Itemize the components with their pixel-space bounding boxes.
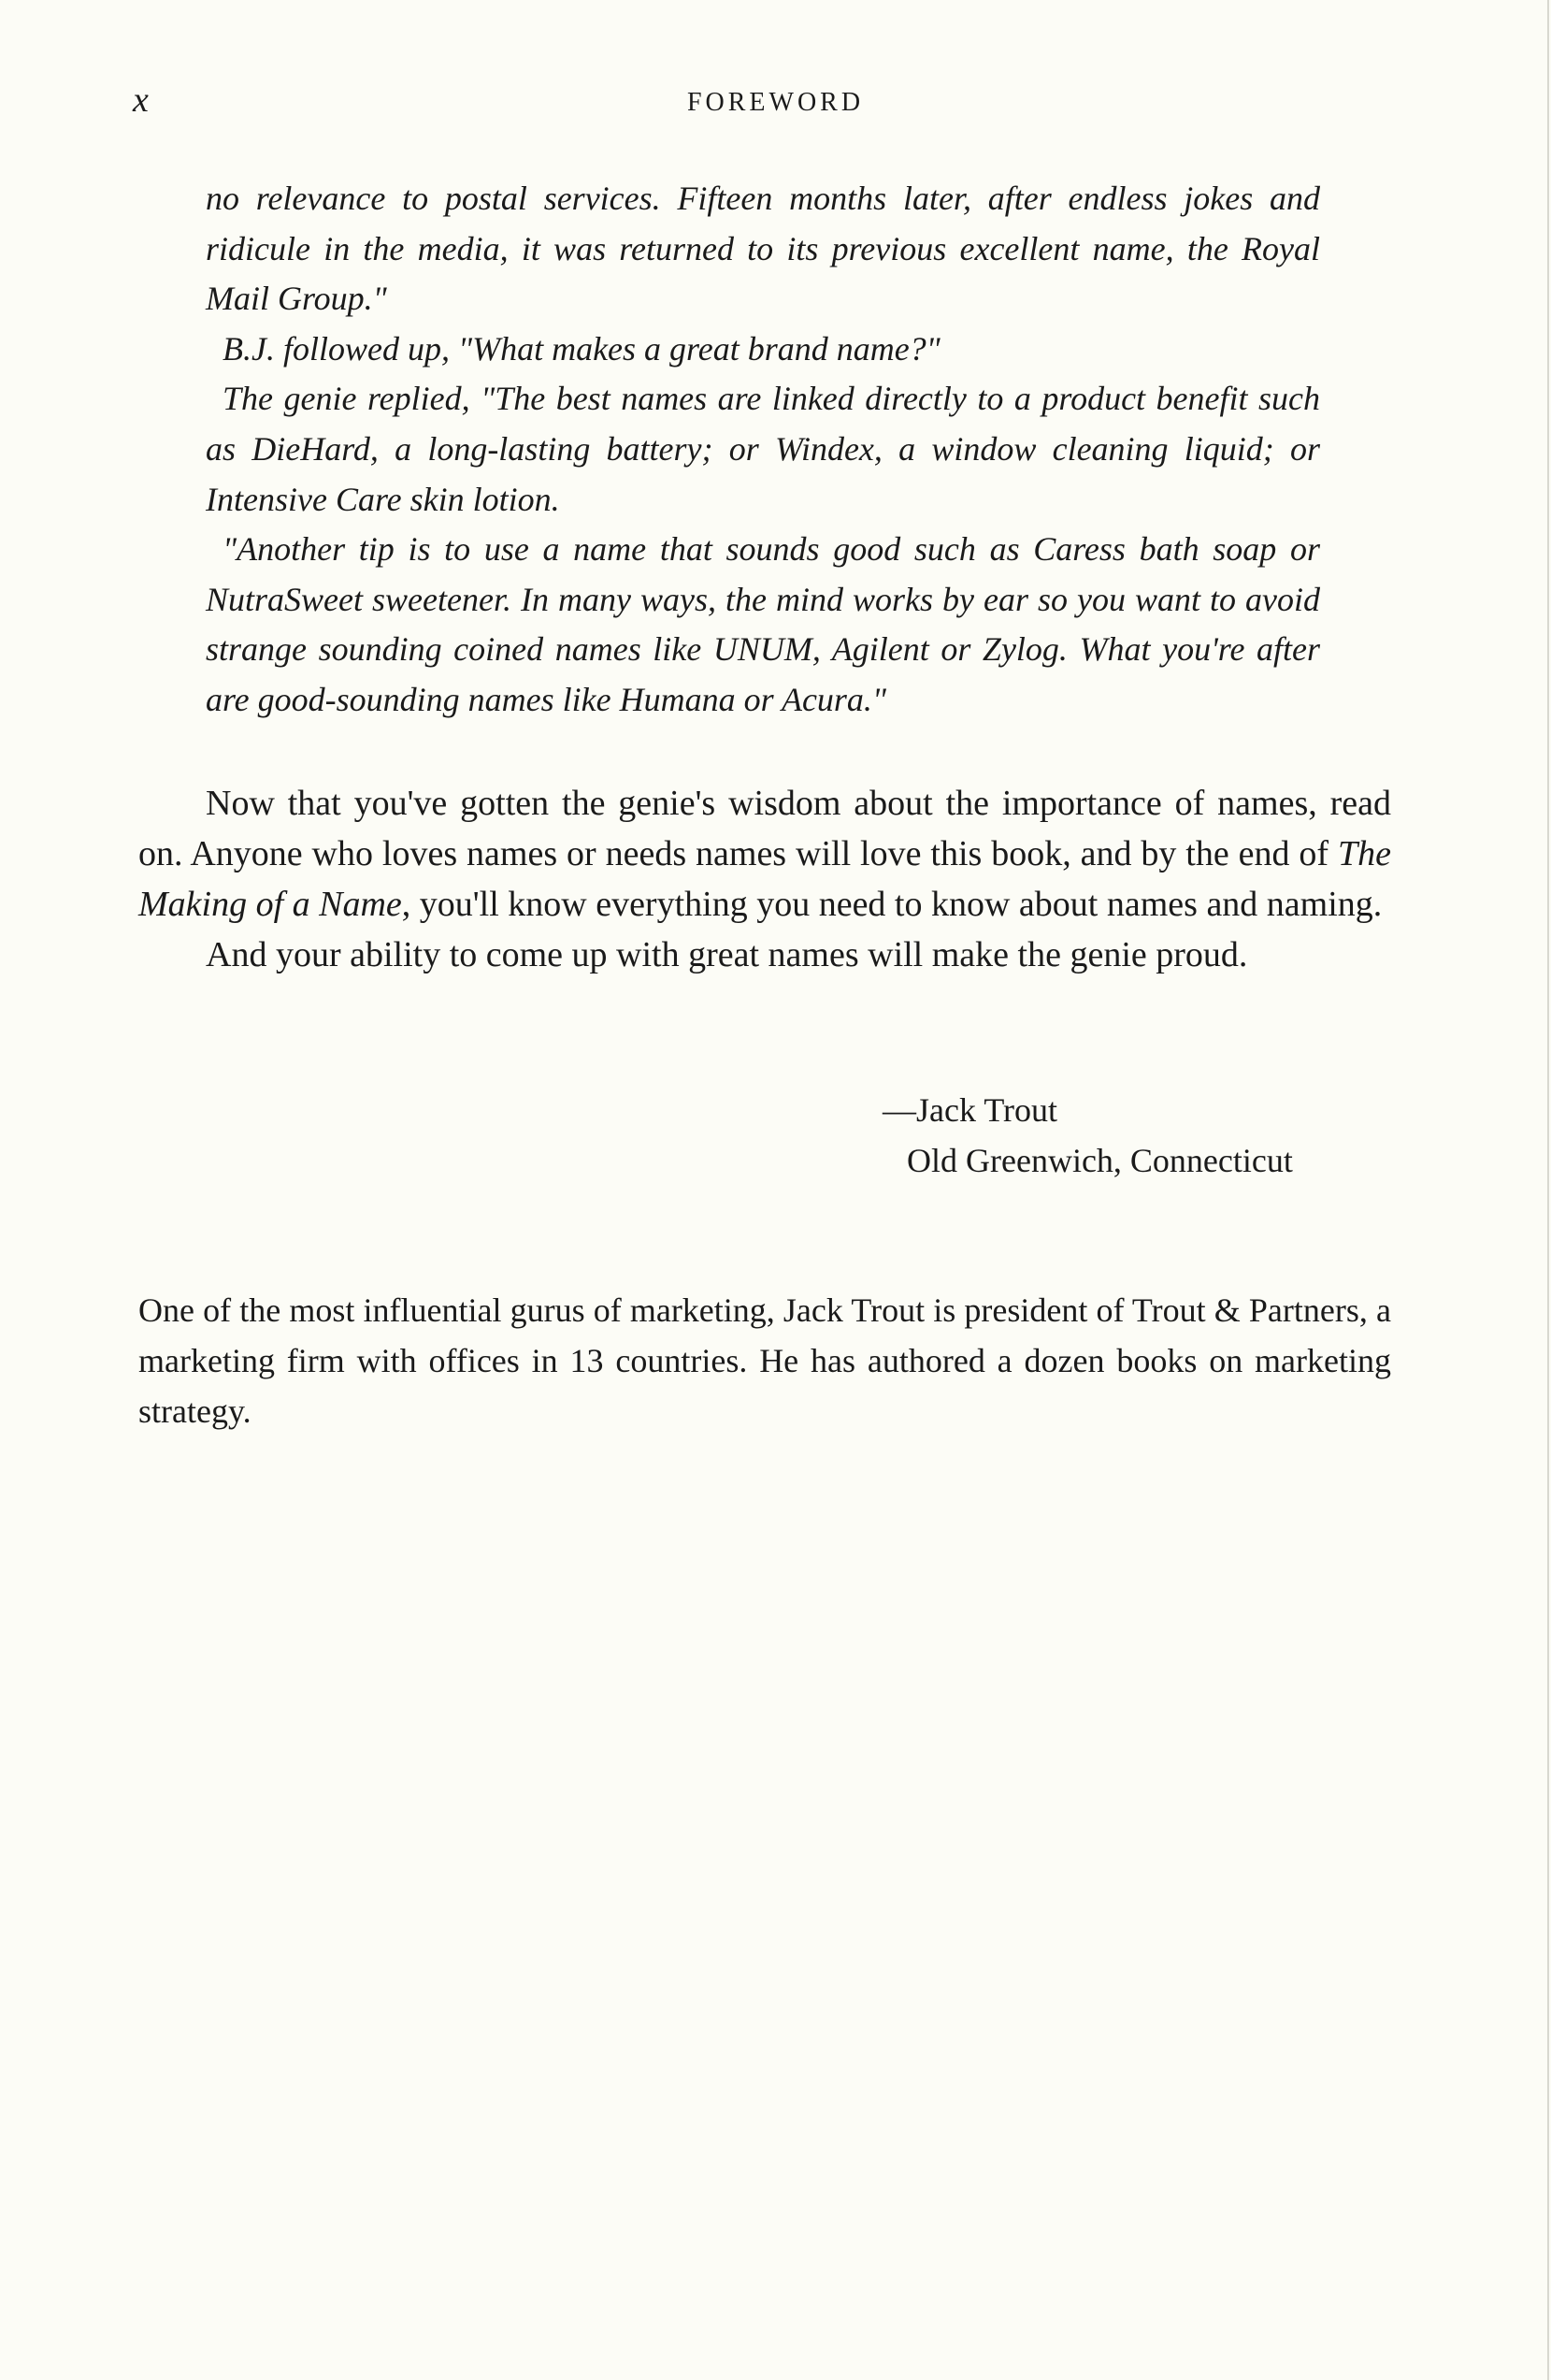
body-paragraph: And your ability to come up with great names will make the genie proud. [206, 935, 1248, 974]
body-text [138, 778, 1391, 980]
quote-paragraph: no relevance to postal services. Fifteen months later, after endless jokes and ridicule in the media, it was returned to its previous excellent name, the Royal Mail Group." [206, 180, 1320, 318]
signature-location: Old Greenwich, Connecticut [907, 1142, 1293, 1179]
body-paragraph [138, 778, 1391, 930]
body-text-run: Now that you've gotten the genie's wisdom about the importance of names, read on. Anyone who loves names or needs names will love this book, and by the end of [138, 784, 1391, 873]
running-head: FOREWORD [686, 88, 865, 117]
author-bio [138, 1285, 1391, 1436]
page-number: x [133, 80, 149, 120]
signature [883, 1085, 1293, 1186]
quote-block [206, 174, 1320, 726]
quote-paragraph: The genie replied, "The best names are linked directly to a product benefit such as DieHard, a long-lasting battery; or Windex, a window cleaning liquid; or Intensive Care skin lotion. [206, 380, 1320, 518]
signature-name: —Jack Trout [883, 1091, 1058, 1129]
quote-paragraph: "Another tip is to use a name that sounds good such as Caress bath soap or NutraSweet sweetener. In many ways, the mind works by ear so you want to avoid strange sounding coined names like UNUM, Agilent or Zylog. What you're after are good-sounding names like Humana or Acura." [206, 530, 1320, 718]
page-edge [1547, 0, 1549, 2380]
quote-paragraph: B.J. followed up, "What makes a great brand name?" [223, 329, 941, 368]
body-text-run: , you'll know everything you need to know about names and naming. [401, 885, 1383, 924]
book-title: The Making of a Name [138, 834, 1391, 924]
author-bio-text: One of the most influential gurus of marketing, Jack Trout is president of Trout & Partners, a marketing firm with offices in 13 countries. He has authored a dozen books on marketing strategy. [138, 1291, 1391, 1430]
